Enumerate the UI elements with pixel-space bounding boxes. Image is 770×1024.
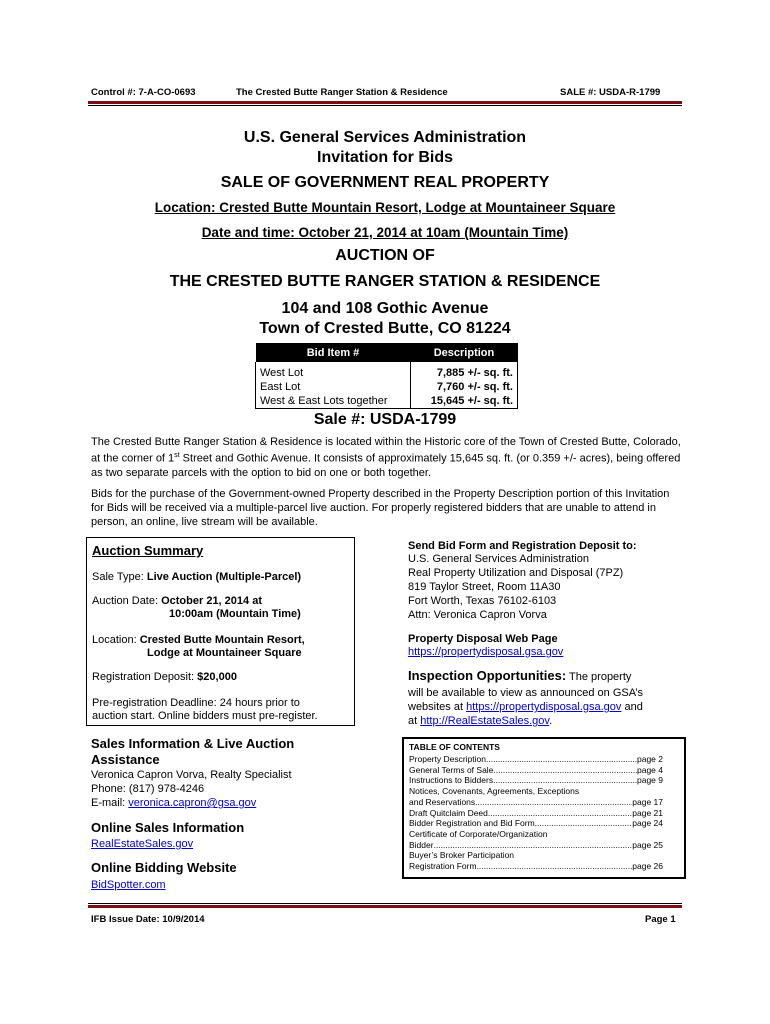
toc-item-label: Registration Form xyxy=(409,861,477,872)
intro-text-a: The Crested Butte Ranger Station & Residence is located within the Historic core of the Town of Crested Butte, Colorado, at the corner of 1 xyxy=(91,436,681,465)
toc-item[interactable] xyxy=(409,829,663,840)
toc-item-page: page 21 xyxy=(632,807,663,818)
toc-item[interactable] xyxy=(409,786,663,797)
toc-leader xyxy=(477,861,633,872)
sales-info-heading-2: Assistance xyxy=(91,752,160,767)
intro-paragraph-1 xyxy=(91,435,681,480)
toc-item[interactable] xyxy=(409,808,663,819)
inspection-line-1 xyxy=(408,669,631,684)
inspection-text: websites at xyxy=(408,701,467,713)
send-bid-line: Fort Worth, Texas 76102-6103 xyxy=(408,595,557,607)
description-cell: 7,885 +/- sq. ft. xyxy=(411,362,518,380)
send-bid-line: 819 Taylor Street, Room 11A30 xyxy=(408,581,561,593)
table-row xyxy=(256,394,518,409)
sale-type-title: SALE OF GOVERNMENT REAL PROPERTY xyxy=(220,174,550,191)
send-bid-line: Attn: Veronica Capron Vorva xyxy=(408,609,547,621)
inspection-line-4 xyxy=(408,714,552,728)
toc-leader xyxy=(488,808,632,819)
intro-text-b: Street and Gothic Avenue. It consists of approximately 15,645 sq. ft. (or 0.359 +/- acres), being offered as two separate parcels with the option to bid on one or both together. xyxy=(91,452,681,479)
auction-time-value: 10:00am (Mountain Time) xyxy=(169,608,301,620)
toc-item-label: Instructions to Bidders xyxy=(409,775,494,786)
intro-paragraph-2: Bids for the purchase of the Government-owned Property described in the Property Description portion of this Invitation for Bids will be received via a multiple-parcel live auction. For properly registered bidders that are unable to attend in person, an online, live stream will be available. xyxy=(91,488,670,528)
sales-info-heading-1: Sales Information & Live Auction xyxy=(91,736,295,751)
inspection-line-3 xyxy=(408,700,643,714)
auction-of-heading: AUCTION OF xyxy=(335,247,435,264)
toc-leader xyxy=(486,754,637,765)
bid-item-header: Bid Item # xyxy=(256,343,411,362)
table-row xyxy=(256,380,518,394)
preregistration-line-2: auction start. Online bidders must pre-register. xyxy=(92,710,318,722)
toc-item-label: Bidder xyxy=(409,839,434,850)
toc-item-label: Draft Quitclaim Deed xyxy=(409,807,488,818)
deposit-line xyxy=(92,670,237,684)
inspection-text: . xyxy=(549,715,553,727)
address-line-2: Town of Crested Butte, CO 81224 xyxy=(259,320,511,337)
send-bid-line: Real Property Utilization and Disposal (7PZ) xyxy=(408,567,624,579)
auction-summary-box xyxy=(86,537,355,726)
toc-item[interactable] xyxy=(409,765,663,776)
description-header: Description xyxy=(411,343,518,362)
header-sale-number: SALE #: USDA-R-1799 xyxy=(560,87,661,98)
toc-item-page: page 4 xyxy=(637,764,663,775)
description-cell: 15,645 +/- sq. ft. xyxy=(411,394,518,409)
toc-item-label: Bidder Registration and Bid Form xyxy=(409,818,535,829)
contact-email-line xyxy=(91,796,256,810)
inspection-heading: Inspection Opportunities: xyxy=(408,668,567,683)
toc-item-label: Buyer’s Broker Participation xyxy=(409,850,515,861)
toc-item[interactable] xyxy=(409,850,663,861)
date-time-line: Date and time: October 21, 2014 at 10am (Mountain Time) xyxy=(201,225,569,240)
description-cell: 7,760 +/- sq. ft. xyxy=(411,380,518,394)
property-name-heading: THE CRESTED BUTTE RANGER STATION & RESIDENCE xyxy=(169,273,601,290)
send-bid-line: U.S. General Services Administration xyxy=(408,553,589,565)
preregistration-line-1: Pre-registration Deadline: 24 hours prior to xyxy=(92,697,300,709)
bidspotter-link[interactable]: BidSpotter.com xyxy=(91,879,166,891)
propertydisposal-link[interactable]: https://propertydisposal.gsa.gov xyxy=(408,646,564,658)
bid-table-header xyxy=(256,343,518,362)
email-link[interactable]: veronica.capron@gsa.gov xyxy=(128,797,257,809)
bid-item-cell: West & East Lots together xyxy=(256,394,411,409)
bid-item-cell: West Lot xyxy=(256,362,411,380)
toc-item-page: page 24 xyxy=(632,818,663,829)
toc-heading: TABLE OF CONTENTS xyxy=(409,742,500,752)
auction-date-label: Auction Date: xyxy=(92,595,162,607)
header-rule xyxy=(88,101,682,104)
auction-date-value: October 21, 2014 at xyxy=(161,595,262,607)
inspection-text: at xyxy=(408,715,421,727)
inspection-line-2: will be available to view as announced on GSA’s xyxy=(408,687,644,699)
sale-type-line xyxy=(92,570,301,584)
location-summary-line xyxy=(92,633,305,647)
inspection-text: The property xyxy=(566,671,632,683)
email-label: E-mail: xyxy=(91,797,129,809)
toc-leader xyxy=(434,840,633,851)
location-line: Location: Crested Butte Mountain Resort, Lodge at Mountaineer Square xyxy=(154,200,616,215)
location-label: Location: xyxy=(92,634,140,646)
toc-item-label: Property Description xyxy=(409,754,487,764)
toc-leader xyxy=(535,818,633,829)
toc-item-label: Notices, Covenants, Agreements, Exceptions xyxy=(409,786,580,797)
toc-item-page: page 26 xyxy=(632,861,663,872)
sale-type-label: Sale Type: xyxy=(92,571,147,583)
location-value-2: Lodge at Mountaineer Square xyxy=(147,647,302,659)
deposit-value: $20,000 xyxy=(197,671,237,683)
location-value: Crested Butte Mountain Resort, xyxy=(139,634,305,646)
toc-leader xyxy=(475,797,632,808)
web-page-heading: Property Disposal Web Page xyxy=(408,633,558,645)
sale-number-heading: Sale #: USDA-1799 xyxy=(313,411,457,428)
intro-superscript: st xyxy=(174,452,180,459)
toc-item[interactable] xyxy=(409,818,663,829)
auction-date-line xyxy=(92,594,262,608)
address-line-1: 104 and 108 Gothic Avenue xyxy=(281,300,489,317)
online-bidding-heading: Online Bidding Website xyxy=(91,860,237,875)
deposit-label: Registration Deposit: xyxy=(92,671,198,683)
contact-name: Veronica Capron Vorva, Realty Specialist xyxy=(91,769,292,781)
toc-item[interactable] xyxy=(409,775,663,786)
toc-item[interactable] xyxy=(409,797,663,808)
table-of-contents-box xyxy=(402,737,686,879)
toc-item[interactable] xyxy=(409,861,663,872)
bid-items-table xyxy=(255,343,518,409)
inspection-text: and xyxy=(621,701,643,713)
agency-title: U.S. General Services Administration xyxy=(243,129,527,146)
auction-summary-heading: Auction Summary xyxy=(92,543,204,558)
toc-item-page: page 25 xyxy=(632,839,663,850)
toc-leader xyxy=(493,765,637,776)
toc-item[interactable] xyxy=(409,754,663,765)
toc-item-page: page 9 xyxy=(637,775,663,786)
header-control-number: Control #: 7-A-CO-0693 xyxy=(91,87,196,98)
bid-item-cell: East Lot xyxy=(256,380,411,394)
document-title: Invitation for Bids xyxy=(317,149,453,166)
issue-date: IFB Issue Date: 10/9/2014 xyxy=(91,914,205,925)
header-title: The Crested Butte Ranger Station & Residence xyxy=(236,87,448,98)
page-number: Page 1 xyxy=(645,914,676,925)
toc-list xyxy=(409,754,663,872)
realestatesales-link[interactable]: RealEstateSales.gov xyxy=(91,838,194,850)
contact-phone: Phone: (817) 978-4246 xyxy=(91,783,205,795)
toc-item-label: and Reservations xyxy=(409,796,476,807)
toc-item-label: General Terms of Sale xyxy=(409,764,494,775)
footer-rule-thin xyxy=(88,903,682,904)
inspection-realestate-link[interactable]: http://RealEstateSales.gov xyxy=(420,715,550,727)
online-sales-heading: Online Sales Information xyxy=(91,820,245,835)
send-bid-heading: Send Bid Form and Registration Deposit to: xyxy=(408,540,637,552)
toc-item[interactable] xyxy=(409,840,663,851)
toc-leader xyxy=(493,775,637,786)
toc-item-page: page 17 xyxy=(632,796,663,807)
footer-rule xyxy=(88,905,682,908)
sale-type-value: Live Auction (Multiple-Parcel) xyxy=(146,571,302,583)
toc-item-page: page 2 xyxy=(637,754,663,764)
table-row xyxy=(256,362,518,380)
header-rule-thin xyxy=(88,105,682,106)
inspection-gsa-link[interactable]: https://propertydisposal.gsa.gov xyxy=(466,701,622,713)
toc-item-label: Certificate of Corporate/Organization xyxy=(409,828,548,839)
